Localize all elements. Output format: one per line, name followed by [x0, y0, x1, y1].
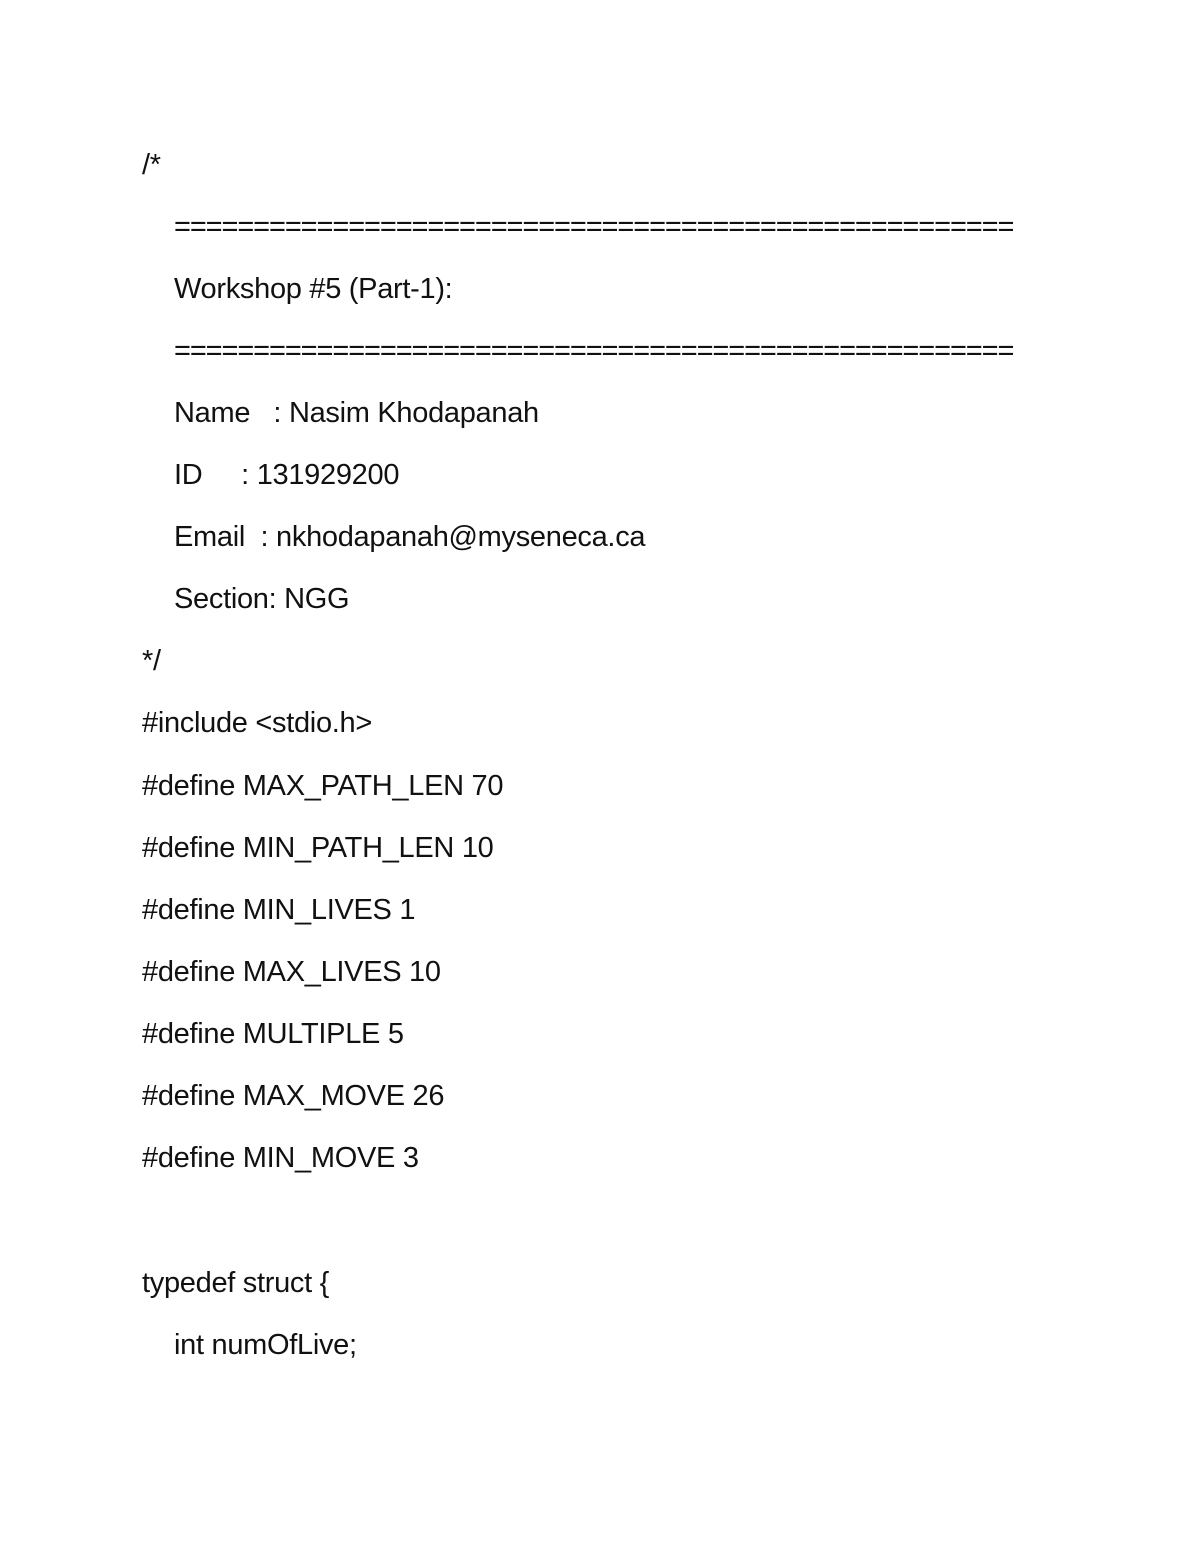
define-line: #define MULTIPLE 5	[142, 1018, 404, 1050]
comment-close: */	[142, 645, 161, 677]
define-line: #define MIN_LIVES 1	[142, 894, 416, 926]
define-line: #define MAX_MOVE 26	[142, 1080, 445, 1112]
struct-member-line: int numOfLive;	[174, 1329, 357, 1361]
name-line: Name : Nasim Khodapanah	[174, 397, 539, 429]
id-line: ID : 131929200	[174, 459, 400, 491]
define-line: #define MIN_MOVE 3	[142, 1142, 419, 1174]
include-line: #include <stdio.h>	[142, 707, 372, 739]
workshop-title: Workshop #5 (Part-1):	[174, 273, 453, 305]
email-line: Email : nkhodapanah@myseneca.ca	[174, 521, 646, 553]
typedef-line: typedef struct {	[142, 1267, 330, 1299]
define-line: #define MIN_PATH_LEN 10	[142, 832, 494, 864]
header-rule-top: =====================================================	[174, 211, 1014, 243]
comment-open: /*	[142, 149, 161, 181]
define-line: #define MAX_PATH_LEN 70	[142, 770, 504, 802]
section-line: Section: NGG	[174, 583, 350, 615]
define-line: #define MAX_LIVES 10	[142, 956, 441, 988]
header-rule-bottom: =====================================================	[174, 335, 1014, 367]
